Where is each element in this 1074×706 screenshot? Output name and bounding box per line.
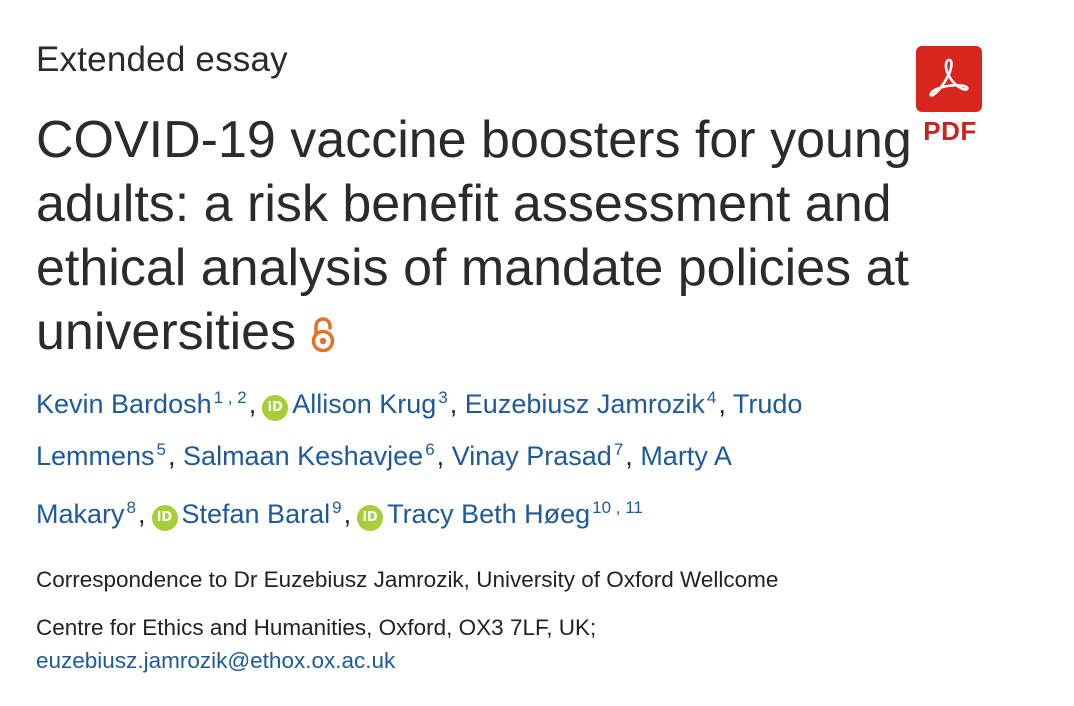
affiliation-ref[interactable]: 4 — [706, 388, 717, 407]
author-list — [36, 388, 1036, 548]
author-line — [36, 440, 1036, 490]
pdf-label: PDF — [923, 116, 977, 146]
author-link-first-part[interactable]: Marty A — [640, 441, 732, 471]
article-title-text: COVID-19 vaccine boosters for young adults: a risk benefit assessment and ethical analysis of mandate policies at universities — [36, 111, 912, 361]
author-separator: , — [718, 389, 726, 419]
correspondence-block — [36, 556, 1036, 652]
affiliation-ref[interactable]: 8 — [126, 498, 136, 517]
correspondence-email-link[interactable]: euzebiusz.jamrozik@ethox.ox.ac.uk — [36, 648, 396, 673]
author-link[interactable]: Stefan Baral — [181, 499, 331, 529]
author-separator: , — [436, 441, 445, 471]
affiliation-ref[interactable]: 5 — [156, 440, 167, 459]
author-separator: , — [168, 441, 176, 471]
author-line — [36, 388, 1036, 438]
author-line — [36, 498, 1036, 548]
open-access-lock-icon — [310, 304, 336, 368]
author-separator: , — [449, 389, 458, 419]
affiliation-ref[interactable]: 1 , 2 — [213, 388, 247, 407]
correspondence-line: Centre for Ethics and Humanities, Oxford, OX3 7LF, UK; — [36, 615, 597, 640]
affiliation-ref[interactable]: 6 — [425, 440, 435, 459]
adobe-pdf-icon — [916, 46, 982, 112]
author-separator: , — [137, 499, 146, 529]
orcid-icon[interactable]: iD — [152, 505, 178, 531]
author-link-second-part[interactable]: Makary — [36, 499, 125, 529]
author-separator: , — [625, 441, 633, 471]
author-link[interactable]: Euzebiusz Jamrozik — [464, 389, 705, 419]
affiliation-ref[interactable]: 10 , 11 — [592, 498, 643, 517]
author-separator: , — [343, 499, 352, 529]
author-separator: , — [248, 389, 257, 419]
article-title — [36, 108, 916, 368]
orcid-icon[interactable]: iD — [262, 395, 288, 421]
author-link[interactable]: Tracy Beth Høeg — [387, 499, 591, 529]
author-link-first-part[interactable]: Trudo — [732, 389, 803, 419]
affiliation-ref[interactable]: 7 — [613, 440, 624, 459]
author-link[interactable]: Kevin Bardosh — [36, 389, 212, 419]
article-type-label: Extended essay — [36, 40, 288, 79]
author-link[interactable]: Allison Krug — [292, 389, 437, 419]
correspondence-line: Correspondence to Dr Euzebiusz Jamrozik, University of Oxford Wellcome — [36, 567, 779, 592]
author-link[interactable]: Vinay Prasad — [451, 441, 612, 471]
author-link-second-part[interactable]: Lemmens — [36, 441, 155, 471]
orcid-icon[interactable]: iD — [357, 505, 383, 531]
affiliation-ref[interactable]: 3 — [438, 388, 448, 407]
affiliation-ref[interactable]: 9 — [332, 498, 342, 517]
pdf-download-button[interactable] — [916, 46, 984, 147]
author-link[interactable]: Salmaan Keshavjee — [183, 441, 424, 471]
